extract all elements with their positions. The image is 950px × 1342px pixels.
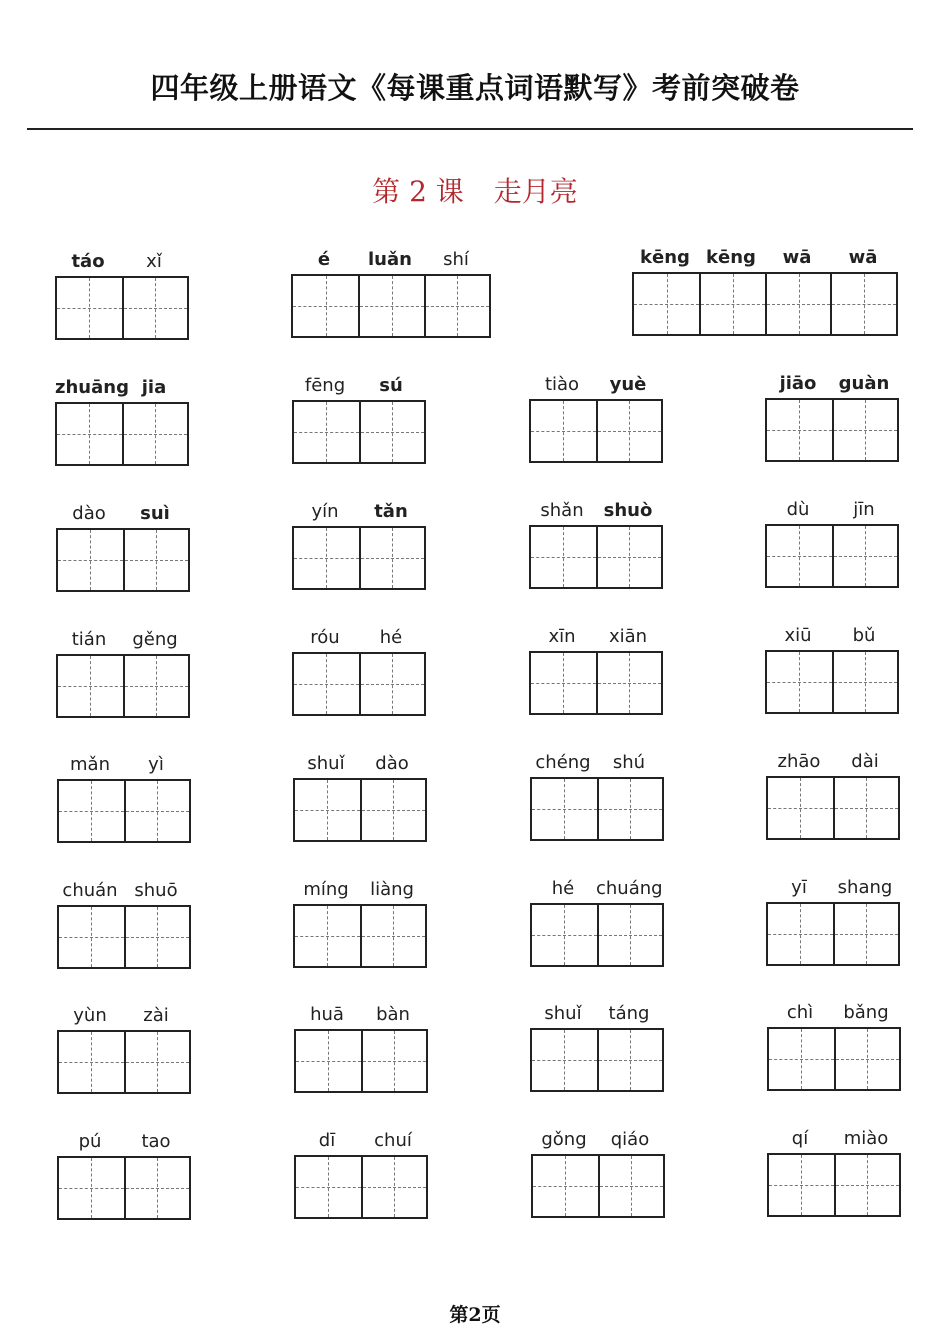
pinyin-row	[55, 250, 189, 276]
tianzige-cell[interactable]	[596, 401, 661, 461]
word-item	[292, 500, 426, 526]
word-item	[56, 502, 190, 528]
page-title: 四年级上册语文《每课重点词语默写》考前突破卷	[150, 71, 800, 105]
pinyin-syllable: yùn	[73, 1005, 107, 1026]
tianzige-cell[interactable]	[597, 1030, 662, 1090]
tianzige-cell[interactable]	[767, 652, 832, 712]
pinyin-syllable: bàn	[376, 1004, 410, 1025]
pinyin-row	[293, 878, 427, 904]
pinyin-syllable: qí	[791, 1128, 809, 1149]
page-number: 第2页	[449, 1304, 501, 1326]
pinyin-syllable: é	[317, 249, 331, 270]
tianzige-cell[interactable]	[833, 778, 898, 838]
pinyin-syllable: dào	[375, 753, 409, 774]
pinyin-syllable: dào	[72, 503, 106, 524]
title-divider	[27, 128, 913, 130]
writing-grid	[57, 779, 191, 843]
word-item	[765, 624, 899, 650]
tianzige-cell[interactable]	[596, 527, 661, 587]
writing-grid	[529, 651, 663, 715]
pinyin-syllable: suì	[140, 503, 170, 524]
pinyin-row	[767, 1001, 901, 1027]
pinyin-syllable: yī	[791, 877, 807, 898]
word-item	[530, 751, 664, 777]
pinyin-syllable: shuǐ	[307, 753, 345, 774]
word-item	[766, 876, 900, 902]
tianzige-cell[interactable]	[768, 778, 833, 838]
word-item	[292, 374, 426, 400]
word-item	[55, 250, 189, 276]
tianzige-cell[interactable]	[596, 653, 661, 713]
tianzige-cell[interactable]	[360, 906, 425, 966]
writing-grid	[530, 1028, 664, 1092]
tianzige-cell[interactable]	[124, 907, 189, 967]
pinyin-row	[57, 1004, 191, 1030]
pinyin-row	[294, 1003, 428, 1029]
tianzige-cell[interactable]	[597, 905, 662, 965]
writing-grid	[293, 904, 427, 968]
word-item	[57, 1130, 191, 1156]
tianzige-cell[interactable]	[294, 528, 359, 588]
tianzige-cell[interactable]	[59, 781, 124, 841]
pinyin-syllable: chì	[786, 1002, 814, 1023]
pinyin-syllable: xiān	[608, 626, 648, 647]
pinyin-syllable: kēng	[640, 247, 690, 268]
word-item	[765, 498, 899, 524]
pinyin-syllable: shǎn	[540, 500, 584, 521]
pinyin-row	[529, 499, 663, 525]
tianzige-cell[interactable]	[359, 654, 424, 714]
tianzige-cell[interactable]	[293, 276, 358, 336]
tianzige-cell[interactable]	[768, 904, 833, 964]
writing-grid	[766, 776, 900, 840]
pinyin-row	[291, 248, 491, 274]
writing-grid	[767, 1027, 901, 1091]
pinyin-syllable: luǎn	[368, 249, 412, 270]
pinyin-syllable: shuǐ	[544, 1003, 582, 1024]
pinyin-syllable: miào	[843, 1128, 889, 1149]
word-item	[765, 372, 899, 398]
pinyin-row	[632, 246, 898, 272]
tianzige-cell[interactable]	[59, 1032, 124, 1092]
writing-grid	[529, 525, 663, 589]
tianzige-cell[interactable]	[531, 401, 596, 461]
pinyin-row	[57, 1130, 191, 1156]
tianzige-cell[interactable]	[296, 1031, 361, 1091]
writing-grid	[530, 777, 664, 841]
word-item	[291, 248, 491, 274]
word-item	[529, 499, 663, 525]
writing-grid	[55, 276, 189, 340]
tianzige-cell[interactable]	[359, 528, 424, 588]
tianzige-cell[interactable]	[832, 400, 897, 460]
tianzige-cell[interactable]	[532, 905, 597, 965]
pinyin-syllable: chuán	[62, 880, 118, 901]
tianzige-cell[interactable]	[358, 276, 423, 336]
writing-grid	[294, 1155, 428, 1219]
pinyin-row	[529, 373, 663, 399]
writing-grid	[531, 1154, 665, 1218]
pinyin-syllable: sú	[379, 375, 403, 396]
pinyin-syllable: jiāo	[779, 373, 817, 394]
tianzige-cell[interactable]	[834, 1155, 899, 1215]
word-item	[293, 878, 427, 904]
tianzige-cell[interactable]	[533, 1156, 598, 1216]
tianzige-cell[interactable]	[294, 402, 359, 462]
tianzige-cell[interactable]	[124, 1032, 189, 1092]
tianzige-cell[interactable]	[361, 1157, 426, 1217]
pinyin-row	[292, 500, 426, 526]
tianzige-cell[interactable]	[769, 1155, 834, 1215]
pinyin-syllable: xiū	[784, 625, 812, 646]
tianzige-cell[interactable]	[531, 527, 596, 587]
pinyin-syllable: kēng	[706, 247, 756, 268]
writing-grid	[56, 528, 190, 592]
pinyin-syllable: jia	[141, 377, 167, 398]
pinyin-row	[57, 753, 191, 779]
tianzige-cell[interactable]	[531, 653, 596, 713]
pinyin-syllable: hé	[551, 878, 575, 899]
tianzige-cell[interactable]	[699, 274, 765, 334]
pinyin-syllable: xǐ	[146, 251, 162, 272]
tianzige-cell[interactable]	[532, 779, 597, 839]
word-item	[57, 753, 191, 779]
writing-grid	[292, 526, 426, 590]
writing-grid	[294, 1029, 428, 1093]
tianzige-cell[interactable]	[122, 404, 187, 464]
pinyin-syllable: yín	[311, 501, 339, 522]
word-item	[294, 1129, 428, 1155]
pinyin-syllable: yuè	[609, 374, 647, 395]
tianzige-cell[interactable]	[597, 779, 662, 839]
pinyin-row	[766, 750, 900, 776]
pinyin-row	[57, 879, 191, 905]
tianzige-cell[interactable]	[296, 1157, 361, 1217]
tianzige-cell[interactable]	[57, 404, 122, 464]
pinyin-row	[55, 376, 189, 402]
writing-grid	[292, 400, 426, 464]
pinyin-syllable: táo	[71, 251, 105, 272]
writing-grid	[57, 905, 191, 969]
writing-grid	[55, 402, 189, 466]
word-item	[767, 1001, 901, 1027]
word-item	[632, 246, 898, 272]
pinyin-syllable: zài	[143, 1005, 169, 1026]
pinyin-syllable: yì	[148, 754, 164, 775]
pinyin-syllable: bǔ	[852, 625, 876, 646]
tianzige-cell[interactable]	[122, 278, 187, 338]
tianzige-cell[interactable]	[124, 1158, 189, 1218]
tianzige-cell[interactable]	[294, 654, 359, 714]
tianzige-cell[interactable]	[424, 276, 489, 336]
writing-grid	[766, 902, 900, 966]
word-item	[57, 1004, 191, 1030]
pinyin-syllable: xīn	[548, 626, 576, 647]
tianzige-cell[interactable]	[832, 652, 897, 712]
tianzige-cell[interactable]	[830, 274, 896, 334]
word-item	[56, 628, 190, 654]
lesson-title: 走月亮	[493, 175, 578, 208]
tianzige-cell[interactable]	[765, 274, 831, 334]
pinyin-syllable: zhāo	[777, 751, 821, 772]
tianzige-cell[interactable]	[58, 656, 123, 716]
word-item	[293, 752, 427, 778]
lesson-number: 第 2 课	[372, 175, 464, 208]
tianzige-cell[interactable]	[359, 402, 424, 462]
pinyin-row	[766, 876, 900, 902]
writing-grid	[765, 524, 899, 588]
pinyin-syllable: dù	[786, 499, 810, 520]
pinyin-syllable: mǎn	[70, 754, 110, 775]
writing-grid	[765, 650, 899, 714]
pinyin-syllable: wā	[848, 247, 878, 268]
tianzige-cell[interactable]	[767, 400, 832, 460]
tianzige-cell[interactable]	[834, 1029, 899, 1089]
pinyin-row	[56, 502, 190, 528]
writing-grid	[530, 903, 664, 967]
pinyin-syllable: tiào	[544, 374, 580, 395]
writing-grid	[765, 398, 899, 462]
pinyin-syllable: róu	[310, 627, 340, 648]
pinyin-syllable: tao	[141, 1131, 171, 1152]
word-item	[294, 1003, 428, 1029]
pinyin-syllable: tǎn	[374, 501, 408, 522]
tianzige-cell[interactable]	[59, 1158, 124, 1218]
pinyin-syllable: liàng	[370, 879, 414, 900]
writing-grid	[767, 1153, 901, 1217]
tianzige-cell[interactable]	[57, 278, 122, 338]
tianzige-cell[interactable]	[360, 780, 425, 840]
pinyin-syllable: míng	[303, 879, 349, 900]
pinyin-row	[530, 1002, 664, 1028]
tianzige-cell[interactable]	[598, 1156, 663, 1216]
pinyin-syllable: hé	[379, 627, 403, 648]
writing-grid	[57, 1030, 191, 1094]
tianzige-cell[interactable]	[124, 781, 189, 841]
pinyin-syllable: bǎng	[843, 1002, 889, 1023]
tianzige-cell[interactable]	[769, 1029, 834, 1089]
pinyin-syllable: shí	[443, 249, 469, 270]
word-item	[530, 1002, 664, 1028]
pinyin-row	[292, 374, 426, 400]
tianzige-cell[interactable]	[767, 526, 832, 586]
writing-grid	[291, 274, 491, 338]
tianzige-cell[interactable]	[123, 656, 188, 716]
tianzige-cell[interactable]	[634, 274, 699, 334]
writing-grid	[56, 654, 190, 718]
word-item	[529, 373, 663, 399]
pinyin-row	[530, 877, 664, 903]
pinyin-syllable: tián	[71, 629, 107, 650]
word-item	[292, 626, 426, 652]
pinyin-syllable: chuáng	[596, 878, 663, 899]
pinyin-row	[294, 1129, 428, 1155]
pinyin-syllable: shú	[612, 752, 646, 773]
pinyin-row	[767, 1127, 901, 1153]
pinyin-syllable: chéng	[535, 752, 591, 773]
word-item	[529, 625, 663, 651]
pinyin-syllable: dī	[318, 1130, 336, 1151]
pinyin-syllable: zhuāng	[55, 377, 129, 398]
pinyin-row	[765, 372, 899, 398]
pinyin-syllable: dài	[851, 751, 879, 772]
tianzige-cell[interactable]	[833, 904, 898, 964]
lesson-heading	[0, 170, 950, 210]
pinyin-row	[292, 626, 426, 652]
pinyin-syllable: fēng	[304, 375, 346, 396]
tianzige-cell[interactable]	[532, 1030, 597, 1090]
word-item	[531, 1128, 665, 1154]
pinyin-row	[293, 752, 427, 778]
word-item	[767, 1127, 901, 1153]
pinyin-syllable: jīn	[853, 499, 875, 520]
pinyin-syllable: táng	[608, 1003, 650, 1024]
pinyin-syllable: gěng	[132, 629, 178, 650]
tianzige-cell[interactable]	[59, 907, 124, 967]
tianzige-cell[interactable]	[58, 530, 123, 590]
tianzige-cell[interactable]	[295, 780, 360, 840]
pinyin-row	[530, 751, 664, 777]
pinyin-row	[56, 628, 190, 654]
word-item	[766, 750, 900, 776]
tianzige-cell[interactable]	[123, 530, 188, 590]
pinyin-syllable: shuò	[603, 500, 653, 521]
pinyin-syllable: huā	[310, 1004, 344, 1025]
pinyin-syllable: shuō	[134, 880, 178, 901]
pinyin-syllable: pú	[78, 1131, 102, 1152]
pinyin-syllable: wā	[782, 247, 812, 268]
pinyin-syllable: guàn	[838, 373, 890, 394]
word-item	[55, 376, 189, 402]
pinyin-row	[529, 625, 663, 651]
writing-grid	[632, 272, 898, 336]
writing-grid	[57, 1156, 191, 1220]
tianzige-cell[interactable]	[295, 906, 360, 966]
pinyin-syllable: gǒng	[541, 1129, 587, 1150]
tianzige-cell[interactable]	[832, 526, 897, 586]
pinyin-syllable: qiáo	[610, 1129, 650, 1150]
pinyin-syllable: shang	[837, 877, 893, 898]
writing-grid	[529, 399, 663, 463]
writing-grid	[292, 652, 426, 716]
writing-grid	[293, 778, 427, 842]
pinyin-row	[531, 1128, 665, 1154]
pinyin-syllable: chuí	[374, 1130, 412, 1151]
word-item	[530, 877, 664, 903]
word-item	[57, 879, 191, 905]
pinyin-row	[765, 624, 899, 650]
pinyin-row	[765, 498, 899, 524]
tianzige-cell[interactable]	[361, 1031, 426, 1091]
